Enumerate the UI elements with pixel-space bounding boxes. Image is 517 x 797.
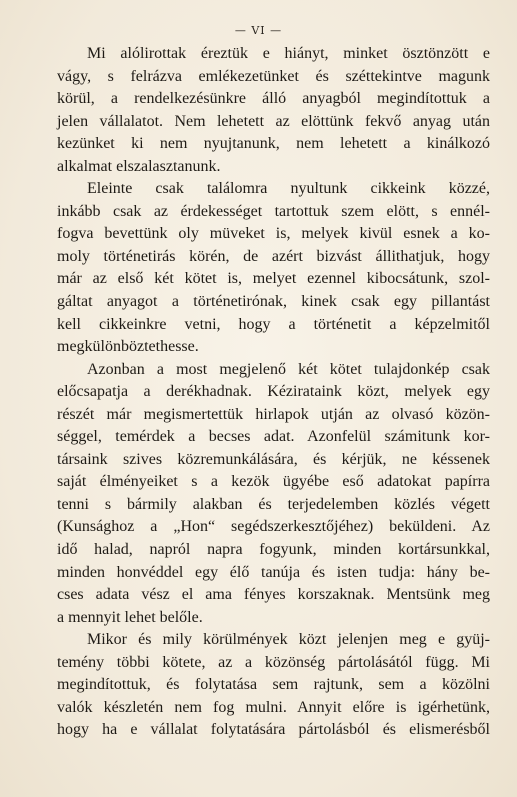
text-line: temény többi kötete, az a közönség pártolásától függ. Mi xyxy=(57,653,490,671)
text-line: megindítottuk, és folytatása sem rajtunk, sem a közölni xyxy=(57,676,490,694)
text-line: részét már megismertettük hirlapok utján az olvasó közön- xyxy=(57,405,490,423)
paragraph xyxy=(57,629,490,742)
text-line: (Kunsághoz a „Hon“ segédszerkesztőjéhez) beküldeni. Az xyxy=(57,518,490,536)
text-line: Eleinte csak találomra nyultunk cikkeink közzé, xyxy=(87,180,490,198)
text-line: gáltat anyagot a történetirónak, kinek csak egy pillantást xyxy=(57,293,490,311)
text-line: már az első két kötet is, melyet ezennel kibocsátunk, szol- xyxy=(57,270,490,288)
text-line: saját élményeiket s a kezök ügyébe eső adatokat papírra xyxy=(57,473,490,491)
text-line: inkább csak az érdekességet tartottuk szem elött, s ennél- xyxy=(57,202,490,220)
text-line: előcsapatja a derékhadnak. Kézirataink közt, melyek egy xyxy=(57,383,490,401)
text-line: kezünket ki nem nyujtanunk, nem lehetett a kinálkozó xyxy=(57,135,490,153)
paragraph xyxy=(57,178,490,358)
text-line: Azonban a most megjelenő két kötet tulajdonkép csak xyxy=(87,360,490,378)
text-line: idő halad, napról napra fogyunk, minden kortársunkkal, xyxy=(57,541,490,559)
text-line: fogva bevettünk oly müveket is, melyek kivül esnek a ko- xyxy=(57,225,490,243)
paragraph xyxy=(57,359,490,630)
text-line: a mennyit lehet belőle. xyxy=(57,608,203,626)
text-line: minden honvéddel egy élő tanúja és isten tudja: hány be- xyxy=(57,563,490,581)
text-line: jelen vállalatot. Nem lehetett az elöttünk fekvő anyag után xyxy=(57,112,490,130)
paragraph xyxy=(57,43,490,178)
text-line: alkalmat elszalasztanunk. xyxy=(57,157,221,175)
text-line: kell cikkeinkre vetni, hogy a történetit a képzelmitől xyxy=(57,315,490,333)
text-line: cses adata vész el ama fényes korszaknak. Mentsünk meg xyxy=(57,586,490,604)
page-number-header: — VI — xyxy=(234,24,283,37)
text-line: tenni s bármily alakban és terjedelemben közlés végett xyxy=(57,495,490,513)
body-text xyxy=(57,43,490,742)
text-line: körül, a rendelkezésünkre álló anyagból megindítottuk a xyxy=(57,90,490,108)
text-line: vágy, s felrázva emlékezetünket és széttekintve magunk xyxy=(57,67,490,85)
text-line: Mi alólirottak éreztük e hiányt, minket ösztönzött e xyxy=(87,45,490,62)
text-line: séggel, temérdek a becses adat. Azonfelül számitunk kor- xyxy=(57,428,490,446)
text-line: hogy ha e vállalat folytatására pártolásból és elismerésből xyxy=(57,721,490,739)
text-line: társaink szives közremunkálására, és kérjük, ne késsenek xyxy=(57,450,490,468)
text-line: megkülönböztethesse. xyxy=(57,338,199,356)
text-line: Mikor és mily körülmények közt jelenjen meg e gyüj- xyxy=(87,631,490,649)
text-line: moly történetirás körén, de azért bizvást állithatjuk, hogy xyxy=(57,247,490,265)
text-line: valók készletén nem fog mulni. Annyit előre is igérhetünk, xyxy=(57,698,490,716)
